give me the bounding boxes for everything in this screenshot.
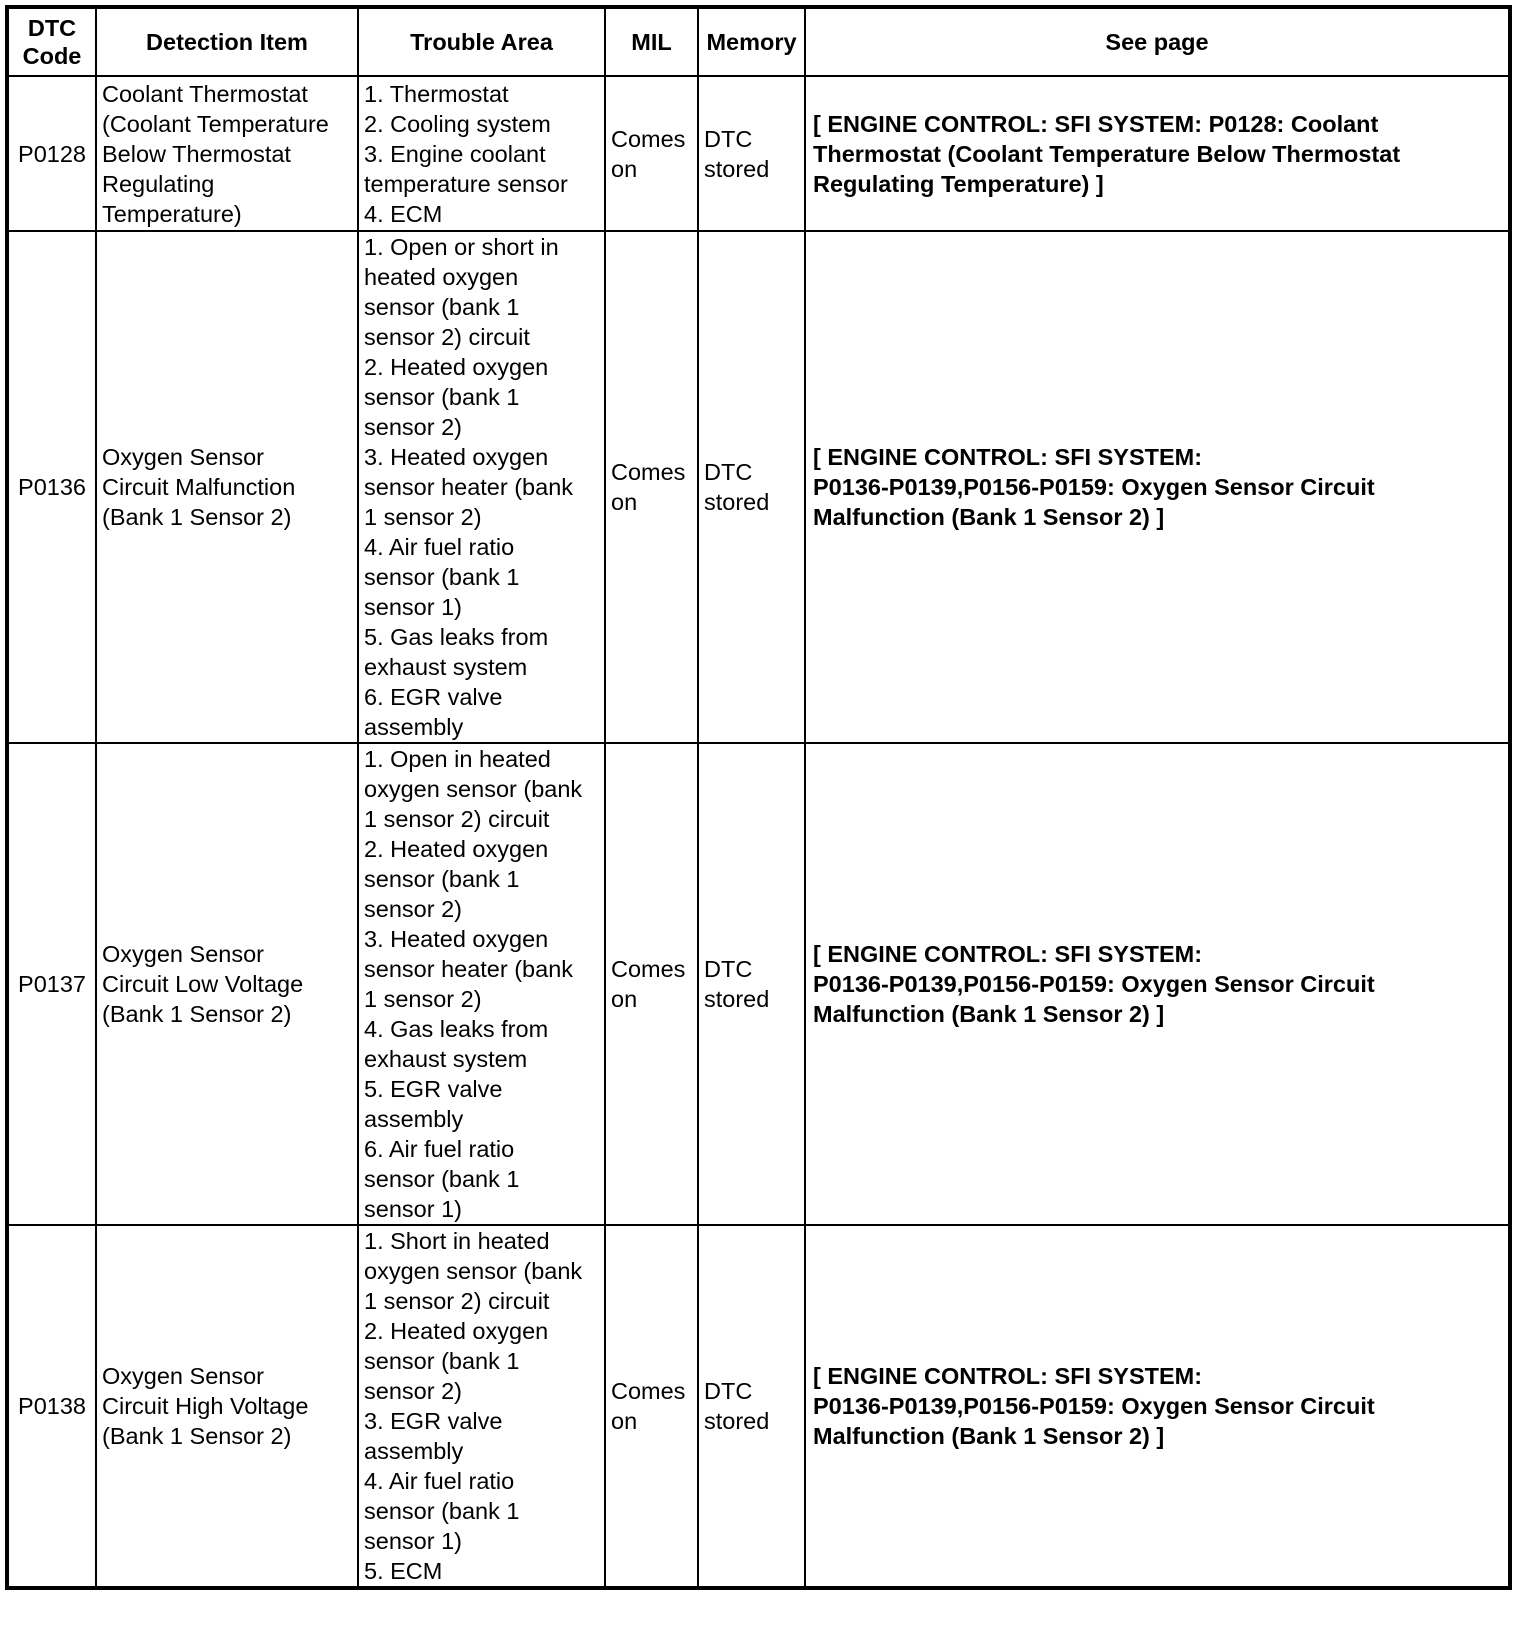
header-dtc-code: DTC Code [7,7,96,76]
see-page-line: P0136-P0139,P0156-P0159: Oxygen Sensor Circuit [813,1393,1375,1419]
see-page-cell[interactable] [805,743,1510,1225]
mil-line: Comes [611,1378,686,1404]
mil-cell [605,743,698,1225]
detection-item-line: Coolant Thermostat [102,80,308,107]
trouble-area-cell [358,231,605,743]
mil-line: on [611,986,638,1012]
trouble-area-line: sensor (bank 1 [364,866,520,892]
trouble-area-cell [358,743,605,1225]
trouble-area-line: 3. Heated oxygen [364,444,549,470]
dtc-table-container [5,5,1508,1590]
detection-item-cell [96,1225,358,1588]
trouble-area-line: 2. Cooling system [364,110,551,137]
trouble-area-line: sensor (bank 1 [364,1166,520,1192]
detection-item-line: (Bank 1 Sensor 2) [102,1001,292,1027]
trouble-area-line: sensor heater (bank [364,956,574,982]
table-body [7,76,1510,1588]
trouble-area-line: 5. Gas leaks from [364,624,549,650]
see-page-line: [ ENGINE CONTROL: SFI SYSTEM: [813,444,1203,470]
memory-line: stored [704,986,770,1012]
trouble-area-line: sensor 2) [364,414,462,440]
trouble-area-line: 4. ECM [364,200,443,227]
dtc-code-cell: P0137 [7,743,96,1225]
dtc-table [5,5,1512,1590]
detection-item-line: Circuit Malfunction [102,474,296,500]
see-page-cell[interactable] [805,1225,1510,1588]
memory-cell [698,1225,805,1588]
memory-line: stored [704,489,770,515]
detection-item-line: Regulating [102,170,215,197]
memory-line: stored [704,155,770,182]
trouble-area-line: sensor 1) [364,1196,462,1222]
trouble-area-line: 6. Air fuel ratio [364,1136,515,1162]
mil-line: on [611,1408,638,1434]
memory-line: DTC [704,125,753,152]
dtc-code-cell: P0136 [7,231,96,743]
detection-item-line: Oxygen Sensor [102,1363,264,1389]
trouble-area-line: sensor 1) [364,1528,462,1554]
see-page-line: [ ENGINE CONTROL: SFI SYSTEM: [813,941,1203,967]
header-memory: Memory [698,7,805,76]
trouble-area-line: 1 sensor 2) circuit [364,1288,550,1314]
see-page-line: Thermostat (Coolant Temperature Below Thermostat [813,140,1401,167]
see-page-line: [ ENGINE CONTROL: SFI SYSTEM: P0128: Coolant [813,110,1379,137]
see-page-cell[interactable] [805,76,1510,231]
trouble-area-line: assembly [364,1438,464,1464]
dtc-code-cell: P0138 [7,1225,96,1588]
trouble-area-line: 1. Open in heated [364,746,551,772]
memory-line: DTC [704,1378,753,1404]
memory-line: DTC [704,956,753,982]
header-mil: MIL [605,7,698,76]
trouble-area-line: sensor 2) [364,1378,462,1404]
trouble-area-line: 1. Open or short in [364,234,559,260]
see-page-cell[interactable] [805,231,1510,743]
trouble-area-line: temperature sensor [364,170,568,197]
memory-cell [698,231,805,743]
trouble-area-line: exhaust system [364,654,528,680]
trouble-area-line: sensor 1) [364,594,462,620]
dtc-code-cell: P0128 [7,76,96,231]
mil-cell [605,231,698,743]
trouble-area-line: sensor (bank 1 [364,564,520,590]
see-page-line: [ ENGINE CONTROL: SFI SYSTEM: [813,1363,1203,1389]
table-row [7,1225,1510,1588]
see-page-line: P0136-P0139,P0156-P0159: Oxygen Sensor Circuit [813,971,1375,997]
trouble-area-line: sensor 2) [364,896,462,922]
mil-cell [605,76,698,231]
trouble-area-line: oxygen sensor (bank [364,776,583,802]
detection-item-line: Circuit High Voltage [102,1393,309,1419]
trouble-area-line: 3. Heated oxygen [364,926,549,952]
see-page-line: Regulating Temperature) ] [813,170,1104,197]
mil-cell [605,1225,698,1588]
table-row [7,743,1510,1225]
table-row [7,231,1510,743]
trouble-area-line: sensor (bank 1 [364,1348,520,1374]
memory-cell [698,76,805,231]
trouble-area-line: sensor 2) circuit [364,324,530,350]
header-see-page: See page [805,7,1510,76]
trouble-area-line: 1. Short in heated [364,1228,550,1254]
detection-item-line: Temperature) [102,200,242,227]
trouble-area-line: 1. Thermostat [364,80,509,107]
detection-item-line: (Bank 1 Sensor 2) [102,504,292,530]
trouble-area-line: 2. Heated oxygen [364,354,549,380]
table-row [7,76,1510,231]
table-header [7,7,1510,76]
memory-line: DTC [704,459,753,485]
see-page-line: P0136-P0139,P0156-P0159: Oxygen Sensor Circuit [813,474,1375,500]
trouble-area-line: 5. EGR valve [364,1076,503,1102]
trouble-area-line: sensor (bank 1 [364,384,520,410]
trouble-area-line: 2. Heated oxygen [364,1318,549,1344]
trouble-area-line: sensor heater (bank [364,474,574,500]
mil-line: Comes [611,125,686,152]
trouble-area-line: 1 sensor 2) circuit [364,806,550,832]
trouble-area-line: 1 sensor 2) [364,986,482,1012]
header-row [7,7,1510,76]
memory-line: stored [704,1408,770,1434]
detection-item-line: (Coolant Temperature [102,110,329,137]
trouble-area-line: assembly [364,714,464,740]
trouble-area-line: 4. Gas leaks from [364,1016,549,1042]
detection-item-line: Oxygen Sensor [102,941,264,967]
mil-line: on [611,489,638,515]
trouble-area-line: assembly [364,1106,464,1132]
trouble-area-line: 4. Air fuel ratio [364,1468,515,1494]
mil-line: Comes [611,956,686,982]
detection-item-cell [96,231,358,743]
trouble-area-line: 1 sensor 2) [364,504,482,530]
trouble-area-line: 6. EGR valve [364,684,503,710]
trouble-area-line: heated oxygen [364,264,519,290]
trouble-area-line: sensor (bank 1 [364,1498,520,1524]
mil-line: on [611,155,638,182]
trouble-area-line: exhaust system [364,1046,528,1072]
detection-item-line: Circuit Low Voltage [102,971,304,997]
detection-item-cell [96,76,358,231]
detection-item-cell [96,743,358,1225]
detection-item-line: Oxygen Sensor [102,444,264,470]
detection-item-line: (Bank 1 Sensor 2) [102,1423,292,1449]
see-page-line: Malfunction (Bank 1 Sensor 2) ] [813,504,1165,530]
trouble-area-cell [358,76,605,231]
see-page-line: Malfunction (Bank 1 Sensor 2) ] [813,1001,1165,1027]
trouble-area-line: 4. Air fuel ratio [364,534,515,560]
trouble-area-line: 3. Engine coolant [364,140,546,167]
header-trouble-area: Trouble Area [358,7,605,76]
trouble-area-line: 5. ECM [364,1558,443,1584]
mil-line: Comes [611,459,686,485]
memory-cell [698,743,805,1225]
detection-item-line: Below Thermostat [102,140,291,167]
see-page-line: Malfunction (Bank 1 Sensor 2) ] [813,1423,1165,1449]
trouble-area-line: 3. EGR valve [364,1408,503,1434]
trouble-area-line: 2. Heated oxygen [364,836,549,862]
header-detection-item: Detection Item [96,7,358,76]
trouble-area-line: sensor (bank 1 [364,294,520,320]
trouble-area-line: oxygen sensor (bank [364,1258,583,1284]
trouble-area-cell [358,1225,605,1588]
